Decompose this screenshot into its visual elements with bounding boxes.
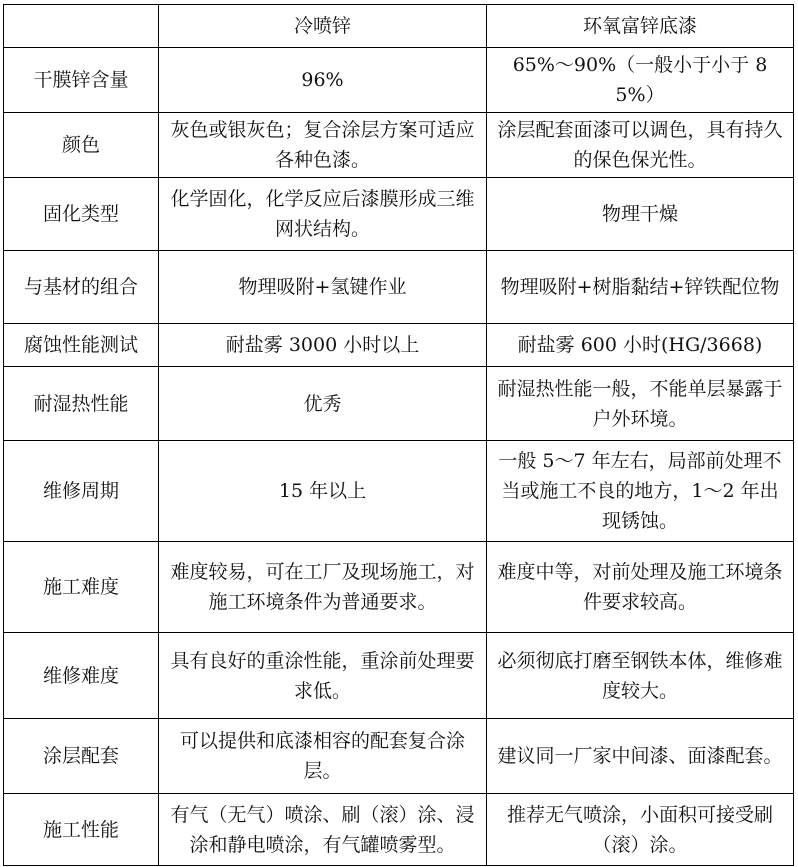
cold-spray-zinc-cell: 15 年以上	[159, 441, 487, 542]
cold-spray-zinc-cell: 优秀	[159, 367, 487, 441]
cold-spray-zinc-cell: 灰色或银灰色；复合涂层方案可适应各种色漆。	[159, 113, 487, 178]
epoxy-zinc-primer-cell: 物理干燥	[487, 178, 794, 251]
epoxy-zinc-primer-cell: 物理吸附+树脂黏结+锌铁配位物	[487, 251, 794, 324]
row-label: 固化类型	[4, 178, 159, 251]
cold-spray-zinc-cell: 96%	[159, 48, 487, 113]
table-row	[4, 251, 794, 324]
table-row	[4, 633, 794, 719]
row-label: 干膜锌含量	[4, 48, 159, 113]
table-row	[4, 178, 794, 251]
table-row	[4, 113, 794, 178]
epoxy-zinc-primer-cell: 必须彻底打磨至钢铁本体，维修难度较大。	[487, 633, 794, 719]
cold-spray-zinc-cell: 具有良好的重涂性能，重涂前处理要求低。	[159, 633, 487, 719]
table-header-row	[4, 5, 794, 48]
header-cell-cold-spray-zinc: 冷喷锌	[159, 5, 487, 48]
row-label: 施工性能	[4, 794, 159, 866]
epoxy-zinc-primer-cell: 难度中等，对前处理及施工环境条件要求较高。	[487, 542, 794, 633]
header-cell-epoxy-zinc-primer: 环氧富锌底漆	[487, 5, 794, 48]
cold-spray-zinc-cell: 耐盐雾 3000 小时以上	[159, 324, 487, 367]
epoxy-zinc-primer-cell: 耐湿热性能一般，不能单层暴露于户外环境。	[487, 367, 794, 441]
row-label: 耐湿热性能	[4, 367, 159, 441]
table-row	[4, 367, 794, 441]
cold-spray-zinc-cell: 有气（无气）喷涂、刷（滚）涂、浸涂和静电喷涂，有气罐喷雾型。	[159, 794, 487, 866]
cold-spray-zinc-cell: 难度较易，可在工厂及现场施工，对施工环境条件为普通要求。	[159, 542, 487, 633]
table-row	[4, 441, 794, 542]
epoxy-zinc-primer-cell: 一般 5～7 年左右，局部前处理不当或施工不良的地方，1～2 年出现锈蚀。	[487, 441, 794, 542]
epoxy-zinc-primer-cell: 耐盐雾 600 小时(HG/3668)	[487, 324, 794, 367]
epoxy-zinc-primer-cell: 65%～90%（一般小于小于 85%）	[487, 48, 794, 113]
row-label: 腐蚀性能测试	[4, 324, 159, 367]
cold-spray-zinc-cell: 化学固化，化学反应后漆膜形成三维网状结构。	[159, 178, 487, 251]
table-row	[4, 324, 794, 367]
table-row	[4, 794, 794, 866]
row-label: 维修周期	[4, 441, 159, 542]
comparison-table	[3, 4, 794, 866]
epoxy-zinc-primer-cell: 建议同一厂家中间漆、面漆配套。	[487, 719, 794, 794]
epoxy-zinc-primer-cell: 涂层配套面漆可以调色，具有持久的保色保光性。	[487, 113, 794, 178]
header-cell-blank	[4, 5, 159, 48]
row-label: 涂层配套	[4, 719, 159, 794]
epoxy-zinc-primer-cell: 推荐无气喷涂，小面积可接受刷（滚）涂。	[487, 794, 794, 866]
cold-spray-zinc-cell: 可以提供和底漆相容的配套复合涂层。	[159, 719, 487, 794]
row-label: 与基材的组合	[4, 251, 159, 324]
table-row	[4, 542, 794, 633]
cold-spray-zinc-cell: 物理吸附+氢键作业	[159, 251, 487, 324]
row-label: 颜色	[4, 113, 159, 178]
row-label: 维修难度	[4, 633, 159, 719]
row-label: 施工难度	[4, 542, 159, 633]
table-row	[4, 719, 794, 794]
table-row	[4, 48, 794, 113]
